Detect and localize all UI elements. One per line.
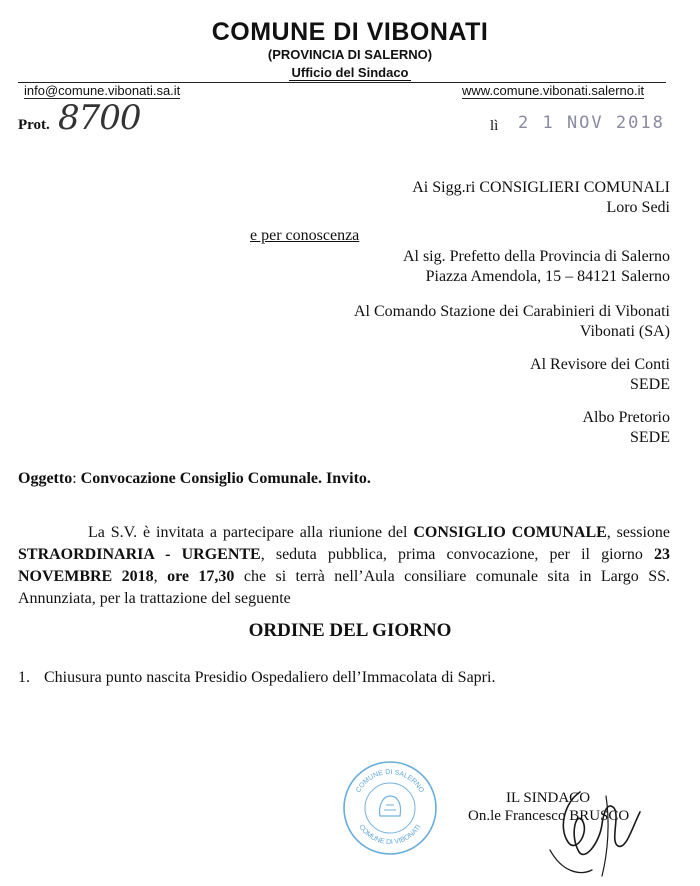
body-emphasis: STRAORDINARIA - URGENTE: [18, 546, 261, 563]
place-label: lì: [490, 118, 499, 134]
agenda-item: [18, 669, 495, 687]
body-emphasis: CONSIGLIO COMUNALE: [413, 524, 607, 541]
recipient-councillors: [412, 178, 670, 218]
seal-top-text: COMUNE DI SALERNO: [355, 768, 425, 794]
mayor-name: On.le Francesco BRUSCO: [468, 808, 630, 824]
recipient-albo: [582, 408, 670, 448]
subject-text: Convocazione Consiglio Comunale. Invito.: [80, 470, 371, 487]
body-text: , sessione: [606, 524, 670, 541]
body-emphasis: ore 17,30: [167, 568, 235, 585]
subject-line: Oggetto: Convocazione Consiglio Comunale. Invito.: [18, 470, 371, 487]
recipient-line: Vibonati (SA): [579, 323, 670, 340]
recipient-line: Loro Sedi: [606, 199, 670, 216]
svg-text:COMUNE DI VIBONATI: [357, 824, 422, 846]
svg-text:COMUNE DI SALERNO: [355, 769, 425, 795]
province-subtitle: (PROVINCIA DI SALERNO): [267, 47, 433, 62]
cc-label: e per conoscenza: [250, 227, 360, 244]
body-text: che si terrà nell’Aula consiliare comunale sita in Largo SS. Annunziata, per la trattazione del seguente: [18, 568, 670, 607]
website-link[interactable]: www.comune.vibonati.salerno.it: [462, 83, 645, 98]
mayor-title: IL SINDACO: [506, 790, 591, 806]
recipient-line: Al Comando Stazione dei Carabinieri di Vibonati: [353, 303, 670, 320]
municipality-title: COMUNE DI VIBONATI: [211, 18, 489, 46]
email-link[interactable]: info@comune.vibonati.sa.it: [24, 83, 181, 98]
invitation-paragraph: [18, 522, 670, 610]
recipient-line: SEDE: [630, 429, 670, 446]
seal-bottom-text: COMUNE DI VIBONATI: [357, 823, 423, 847]
agenda-title: ORDINE DEL GIORNO: [248, 620, 452, 641]
recipient-line: SEDE: [630, 376, 670, 393]
office-name: [0, 65, 700, 80]
body-emphasis: 23 NOVEMBRE 2018: [18, 546, 670, 585]
recipient-line: Ai Sigg.ri CONSIGLIERI COMUNALI: [412, 179, 670, 196]
subject-label: Oggetto: [18, 470, 73, 487]
recipient-prefetto: [403, 247, 670, 287]
body-text: , seduta pubblica, prima convocazione, per il giorno: [260, 546, 654, 563]
body-text: La S.V. è invitata a partecipare alla riunione del: [88, 524, 414, 541]
agenda-item-text: Chiusura punto nascita Presidio Ospedaliero dell’Immacolata di Sapri.: [44, 669, 496, 686]
recipient-carabinieri: [354, 302, 670, 342]
recipient-line: Albo Pretorio: [582, 409, 670, 426]
recipient-line: Al sig. Prefetto della Provincia di Salerno: [402, 248, 670, 265]
body-text: ,: [153, 568, 168, 585]
recipient-revisore: [530, 355, 670, 395]
handwritten-signature: [510, 772, 660, 882]
agenda-item-number: 1.: [18, 669, 30, 686]
recipient-line: Al Revisore dei Conti: [530, 356, 670, 373]
office-name-text: Ufficio del Sindaco: [291, 65, 409, 80]
official-seal-stamp: [340, 758, 440, 858]
recipient-line: Piazza Amendola, 15 – 84121 Salerno: [425, 268, 670, 285]
protocol-label: Prot.: [18, 117, 50, 133]
date-stamp: 2 1 NOV 2018: [518, 113, 665, 133]
protocol-number-handwritten: 8700: [58, 98, 141, 138]
